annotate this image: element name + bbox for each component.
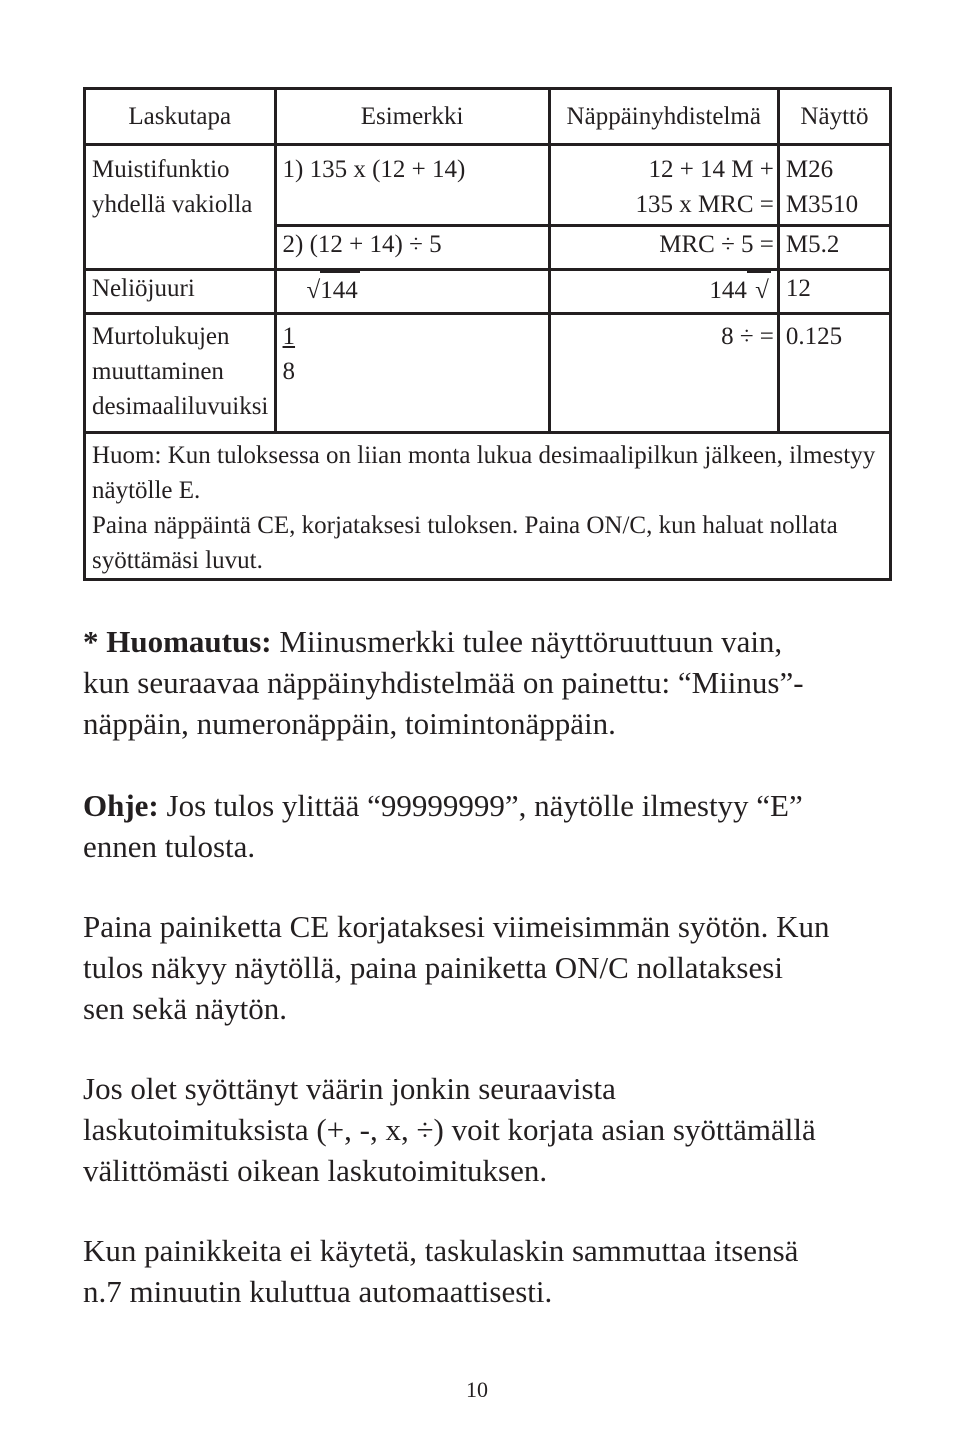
fraction-method-line3: desimaaliluvuiksi — [92, 393, 269, 420]
sqrt-keys — [549, 270, 778, 314]
remark-line2: kun seuraavaa näppäinyhdistelmää on painettu: “Miinus”- — [83, 665, 804, 700]
note-line1: Huom: Kun tuloksessa on liian monta lukua desimaalipilkun jälkeen, ilmestyy — [92, 442, 876, 469]
fraction-method-cell — [85, 314, 276, 433]
remark-line3: näppäin, numeronäppäin, toimintonäppäin. — [83, 706, 616, 741]
table-row-sqrt — [85, 270, 891, 314]
header-display: Näyttö — [778, 89, 890, 145]
memory-keys1-cell — [549, 145, 778, 226]
fraction-method-line1: Murtolukujen — [92, 323, 230, 350]
note-line2: näytölle E. — [92, 477, 201, 504]
sqrt-method: Neliöjuuri — [85, 270, 276, 314]
table-row-memory-1 — [85, 145, 891, 226]
memory-keys2: MRC ÷ 5 = — [549, 226, 778, 270]
calculation-table — [83, 87, 892, 581]
sqrt-keys-value: 144 — [709, 277, 747, 304]
sqrt-example-value: 144 — [320, 271, 360, 308]
hint-line2: ennen tulosta. — [83, 829, 256, 864]
error-line1: Jos olet syöttänyt väärin jonkin seuraavista — [83, 1071, 616, 1106]
memory-method-cell — [85, 145, 276, 270]
table-row-note — [85, 433, 891, 580]
memory-example2: 2) (12 + 14) ÷ 5 — [275, 226, 549, 270]
error-line2: laskutoimituksista (+, -, x, ÷) voit korjata asian syöttämällä — [83, 1112, 816, 1147]
sqrt-example — [275, 270, 549, 314]
fraction-method-line2: muuttaminen — [92, 358, 224, 385]
sqrt-keys-symbol: √ — [747, 271, 771, 308]
note-line4: syöttämäsi luvut. — [92, 547, 263, 574]
error-paragraph — [83, 1068, 903, 1191]
sqrt-display: 12 — [778, 270, 890, 314]
memory-method-line1: Muistifunktio — [92, 156, 230, 183]
remark-line1 — [83, 621, 903, 662]
header-keys: Näppäinyhdistelmä — [549, 89, 778, 145]
memory-display1-cell — [778, 145, 890, 226]
sqrt-symbol-icon: √ — [306, 277, 321, 304]
header-method: Laskutapa — [85, 89, 276, 145]
hint-text: Jos tulos ylittää “99999999”, näytölle ilmestyy “E” — [158, 788, 803, 823]
remark-text: Miinusmerkki tulee näyttöruuttuun vain, — [271, 624, 783, 659]
fraction-numerator: 1 — [282, 323, 296, 350]
hint-label: Ohje: — [83, 788, 159, 823]
memory-keys1-line1: 12 + 14 M + — [648, 156, 774, 183]
memory-display2: M5.2 — [778, 226, 890, 270]
fraction-display: 0.125 — [778, 314, 890, 433]
memory-method-line2: yhdellä vakiolla — [92, 191, 253, 218]
hint-line1 — [83, 785, 903, 826]
table-row-fraction — [85, 314, 891, 433]
ce-line2: tulos näkyy näytöllä, paina painiketta ON/C nollataksesi — [83, 950, 783, 985]
note-cell — [85, 433, 891, 580]
auto-line1: Kun painikkeita ei käytetä, taskulaskin sammuttaa itsensä — [83, 1233, 799, 1268]
memory-example1: 1) 135 x (12 + 14) — [275, 145, 549, 226]
ce-line3: sen sekä näytön. — [83, 991, 288, 1026]
memory-display1-line1: M26 — [785, 156, 834, 183]
header-example: Esimerkki — [275, 89, 549, 145]
table-header-row — [85, 89, 891, 145]
ce-line1: Paina painiketta CE korjataksesi viimeisimmän syötön. Kun — [83, 909, 830, 944]
auto-line2: n.7 minuutin kuluttua automaattisesti. — [83, 1274, 553, 1309]
remark-label: * Huomautus: — [83, 624, 272, 659]
error-line3: välittömästi oikean laskutoimituksen. — [83, 1153, 548, 1188]
hint-paragraph — [83, 785, 903, 867]
memory-keys1-line2: 135 x MRC = — [635, 191, 774, 218]
note-line3: Paina näppäintä CE, korjataksesi tuloksen. Paina ON/C, kun haluat nollata — [92, 512, 838, 539]
auto-off-paragraph — [83, 1230, 903, 1312]
remark-paragraph — [83, 621, 903, 744]
memory-display1-line2: M3510 — [785, 191, 859, 218]
fraction-keys: 8 ÷ = — [549, 314, 778, 433]
fraction-denominator: 8 — [282, 358, 296, 385]
fraction-example-cell — [275, 314, 549, 433]
page-number: 10 — [466, 1377, 488, 1402]
ce-paragraph — [83, 906, 903, 1029]
